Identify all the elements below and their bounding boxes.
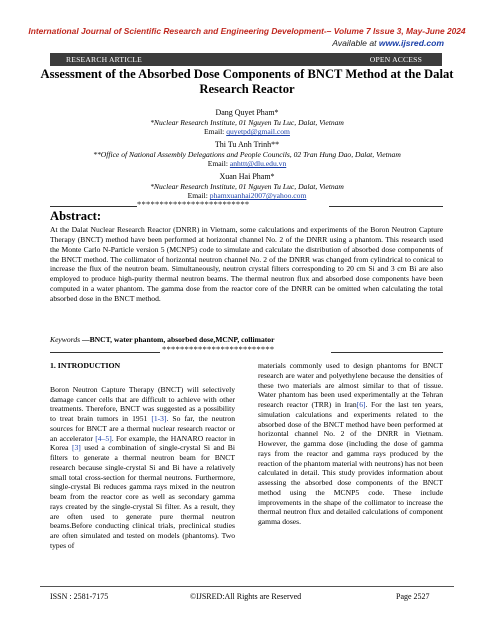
author-name: Dang Quyet Pham* [215, 108, 279, 117]
journal-website-link[interactable]: www.ijsred.com [378, 38, 444, 48]
keywords-label: Keywords [50, 335, 81, 344]
section-heading: 1. INTRODUCTION [50, 361, 121, 370]
author-block-1 [40, 108, 454, 137]
author-email-link[interactable]: phamxuanhai2007@yahoo.com [209, 191, 307, 201]
star-separator: ************************* [137, 199, 250, 209]
author-email-link[interactable]: anhttt@dlu.edu.vn [229, 159, 287, 169]
footer-page-number: Page 2527 [396, 592, 430, 601]
citation-link[interactable]: [4–5] [95, 433, 112, 443]
citation-link[interactable]: [3] [71, 443, 81, 453]
paper-title: Assessment of the Absorbed Dose Components of BNCT Method at the Dalat Research Reactor [40, 67, 454, 96]
star-separator: ************************* [162, 344, 275, 354]
author-block-3 [40, 172, 454, 201]
author-block-2 [40, 140, 454, 169]
separator-rule-right [329, 206, 443, 207]
availability-line [332, 38, 444, 48]
author-email-link[interactable]: quyetpd@gmail.com [226, 127, 290, 137]
intro-paragraph-right: materials commonly used to design phantoms for BNCT research are water and polyethylene because the densities of these two materials are almost similar to that of tissue. Water phantom has been used experimentally at the Tehran research reactor (TRR) in Iran[6]. For the last ten years, simulation calculations and experiments related to the absorbed dose of the BNCT method have been performed at horizontal channel No. 2 of the DNRR in Vietnam. However, the gamma dose (including the dose of gamma rays from the reactor and gamma rays produced by the reaction of the phantom material with neutrons) has not been calculated in detail. This study provides information about assessing the absorbed dose components of the BNCT method using the MCNP5 code. These include improvements in the shape of the collimator to increase the thermal neutron flux and detailed calculations of component gamma doses. [258, 361, 443, 526]
research-article-label: RESEARCH ARTICLE [66, 55, 142, 64]
abstract-body: At the Dalat Nuclear Research Reactor (DNRR) in Vietnam, some calculations and experiments of the Boron Neutron Capture Therapy (BNCT) method have been performed at horizontal channel No. 2 of the DNRR using a phantom. This research used the Monte Carlo N-Particle version 5 (MCNP5) code to simulate and calculate the distribution of absorbed dose components of the BNCT method. The collimator of horizontal neutron channel No. 2 of the DNRR was changed from cylindrical to conical to increase the flux of the neutron beam. Simultaneously, neutron crystal filters corresponding to 20 cm Si and 3 cm Bi are also employed to produce high-purity thermal neutron beams. The thermal neutron flux and absorbed dose components have been computed in a water phantom. The gamma dose from the reactor core of the DNRR can be omitted when calculating the total absorbed dose in the BNCT method. [50, 225, 443, 303]
footer-rule [40, 586, 454, 587]
journal-title: International Journal of Scientific Research and Engineering Development-– Volume 7 Issue 3, May-June 2024 [28, 26, 466, 36]
citation-link[interactable]: [1-3] [151, 414, 167, 423]
email-label: Email: [207, 159, 230, 169]
intro-paragraph-left: Boron Neutron Capture Therapy (BNCT) will selectively damage cancer cells that are difficult to achieve with other treatments. Therefore, BNCT was suggested as a possibility to treat brain tumors in 1951 [1-3]. So far, the neutron sources for BNCT are a thermal nuclear research reactor or an accelerator [4–5]. For example, the HANARO reactor in Korea [3] used a combination of single-crystal Si and Bi filters to generate a thermal neutron beam for BNCT research because single-crystal Si and Bi have a relatively small total cross-section for thermal neutrons. Furthermore, single-crystal Bi reduces gamma rays mixed in the neutron beam from the reactor core as well as secondary gamma rays created by the single-crystal Si filter. As a result, they are often used to generate pure thermal neutron beams.Before conducting clinical trials, preclinical studies are often simulated and tested on models (phantoms). Two types of [50, 384, 235, 550]
footer-rights: ©IJSRED:All Rights are Reserved [190, 592, 302, 601]
author-affiliation: *Nuclear Research Institute, 01 Nguyen Tu Luc, Dalat, Vietnam [150, 117, 344, 127]
author-affiliation: *Nuclear Research Institute, 01 Nguyen Tu Luc, Dalat, Vietnam [150, 181, 344, 191]
left-column [50, 361, 235, 551]
author-name: Xuan Hai Pham* [219, 172, 275, 181]
separator-rule-left [50, 206, 137, 207]
author-affiliation: **Office of National Assembly Delegations and People Councils, 02 Tran Hung Dao, Dalat, Vietnam [93, 149, 401, 159]
right-column [258, 361, 443, 527]
abstract-heading: Abstract: [50, 209, 102, 223]
keywords-value: —BNCT, water phantom, absorbed dose,MCNP, collimator [80, 335, 275, 344]
separator-rule-right [331, 352, 443, 353]
author-name: Thi Tu Anh Trinh** [214, 140, 280, 149]
footer-issn: ISSN : 2581-7175 [50, 592, 109, 601]
available-label: Available at [332, 38, 379, 48]
open-access-label: OPEN ACCESS [369, 55, 422, 64]
article-banner [50, 53, 442, 66]
keywords-line [50, 335, 443, 344]
email-label: Email: [187, 191, 210, 201]
separator-rule-left [50, 352, 160, 353]
citation-link[interactable]: [6] [356, 400, 366, 409]
email-label: Email: [204, 127, 227, 137]
